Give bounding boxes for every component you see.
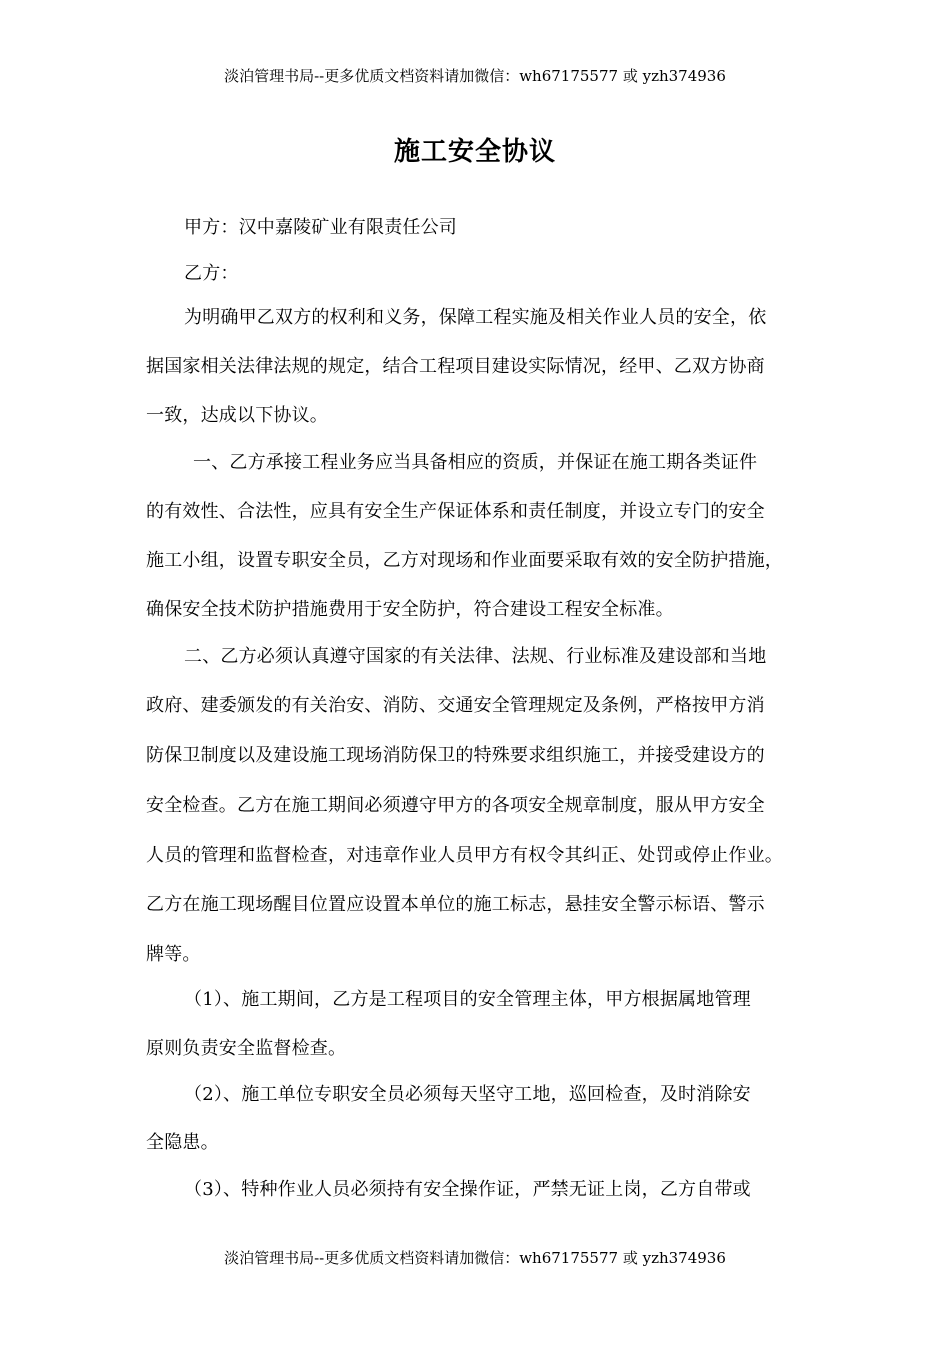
list-item-line: （2）、施工单位专职安全员必须每天坚守工地，巡回检查，及时消除安	[184, 1084, 751, 1105]
paragraph-line: 的有效性、合法性，应具有安全生产保证体系和责任制度，并设立专门的安全	[146, 501, 765, 522]
paragraph-line: 施工小组，设置专职安全员，乙方对现场和作业面要采取有效的安全防护措施，	[146, 550, 783, 571]
document-title: 施工安全协议	[393, 137, 556, 167]
list-item-line: 原则负责安全监督检查。	[146, 1038, 347, 1059]
paragraph-line: 二、乙方必须认真遵守国家的有关法律、法规、行业标准及建设部和当地	[184, 646, 767, 667]
page-footer: 淡泊管理书局--更多优质文档资料请加微信：wh67175577 或 yzh374936	[224, 1249, 726, 1267]
paragraph-line: 乙方在施工现场醒目位置应设置本单位的施工标志，悬挂安全警示标语、警示	[146, 894, 765, 915]
paragraph-line: 为明确甲乙双方的权利和义务，保障工程实施及相关作业人员的安全，依	[184, 307, 767, 328]
party-b-line: 乙方：	[184, 263, 239, 284]
paragraph-line: 牌等。	[146, 944, 201, 965]
paragraph-line: 政府、建委颁发的有关治安、消防、交通安全管理规定及条例，严格按甲方消	[146, 695, 765, 716]
paragraph-line: 一致，达成以下协议。	[146, 405, 328, 426]
page-header: 淡泊管理书局--更多优质文档资料请加微信：wh67175577 或 yzh374936	[224, 67, 726, 85]
paragraph-line: 防保卫制度以及建设施工现场消防保卫的特殊要求组织施工，并接受建设方的	[146, 745, 765, 766]
paragraph-line: 人员的管理和监督检查，对违章作业人员甲方有权令其纠正、处罚或停止作业。	[146, 845, 783, 866]
list-item-line: （1）、施工期间，乙方是工程项目的安全管理主体，甲方根据属地管理	[184, 989, 751, 1010]
paragraph-line: 据国家相关法律法规的规定，结合工程项目建设实际情况，经甲、乙双方协商	[146, 356, 765, 377]
paragraph-line: 一、乙方承接工程业务应当具备相应的资质，并保证在施工期各类证件	[193, 452, 758, 473]
party-a-line: 甲方：汉中嘉陵矿业有限责任公司	[184, 217, 457, 238]
paragraph-line: 安全检查。乙方在施工期间必须遵守甲方的各项安全规章制度，服从甲方安全	[146, 795, 765, 816]
list-item-line: （3）、特种作业人员必须持有安全操作证，严禁无证上岗，乙方自带或	[184, 1179, 751, 1200]
list-item-line: 全隐患。	[146, 1132, 219, 1153]
paragraph-line: 确保安全技术防护措施费用于安全防护，符合建设工程安全标准。	[146, 599, 674, 620]
